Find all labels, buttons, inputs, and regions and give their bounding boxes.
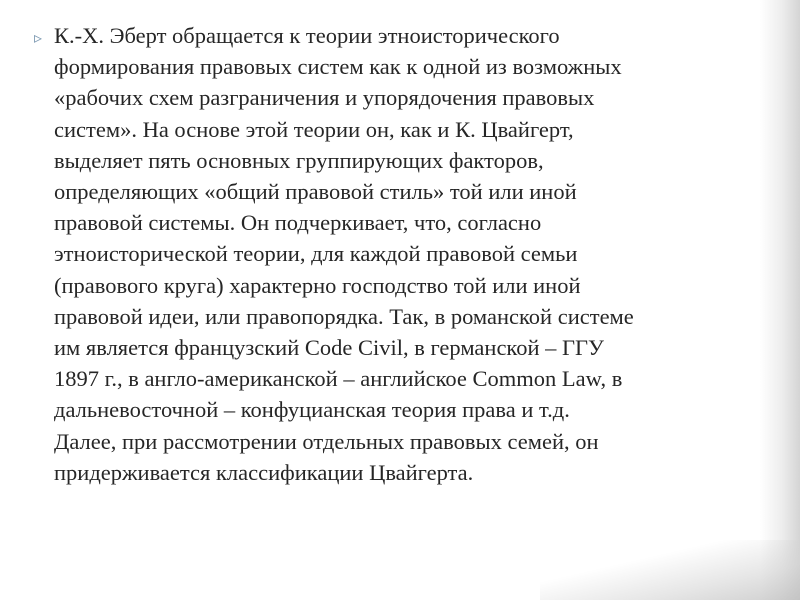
paragraph-line-12: 1897 г., в англо-американской – английское Common Law, в [54, 366, 623, 392]
paragraph-line-15: придерживается классификации Цвайгерта. [54, 459, 474, 485]
arrow-bullet-icon: ▹ [34, 28, 43, 47]
paragraph-line-8: этноисторической теории, для каждой правовой семьи [54, 241, 578, 267]
bullet-paragraph [54, 20, 779, 488]
slide-content [34, 20, 779, 488]
paragraph-line-13: дальневосточной – конфуцианская теория права и т.д. [54, 397, 570, 423]
paragraph-line-7: правовой системы. Он подчеркивает, что, согласно [54, 210, 542, 236]
paragraph-line-2: формирования правовых систем как к одной из возможных [54, 54, 622, 80]
paragraph-line-14: Далее, при рассмотрении отдельных правовых семей, он [54, 428, 599, 454]
paragraph-line-1: К.-Х. Эберт обращается к теории этноисторического [54, 23, 560, 48]
page-curl-shadow [540, 540, 800, 600]
paragraph-line-4: систем». На основе этой теории он, как и К. Цвайгерт, [54, 116, 574, 142]
paragraph-line-11: им является французский Code Civil, в германской – ГГУ [54, 335, 604, 361]
paragraph-line-10: правовой идеи, или правопорядка. Так, в романской системе [54, 303, 634, 329]
paragraph-line-9: (правового круга) характерно господство той или иной [54, 272, 581, 298]
paragraph-line-6: определяющих «общий правовой стиль» той или иной [54, 179, 577, 205]
paragraph-line-3: «рабочих схем разграничения и упорядочения правовых [54, 85, 595, 111]
bullet-item [34, 20, 779, 488]
paragraph-line-5: выделяет пять основных группирующих факторов, [54, 147, 544, 173]
